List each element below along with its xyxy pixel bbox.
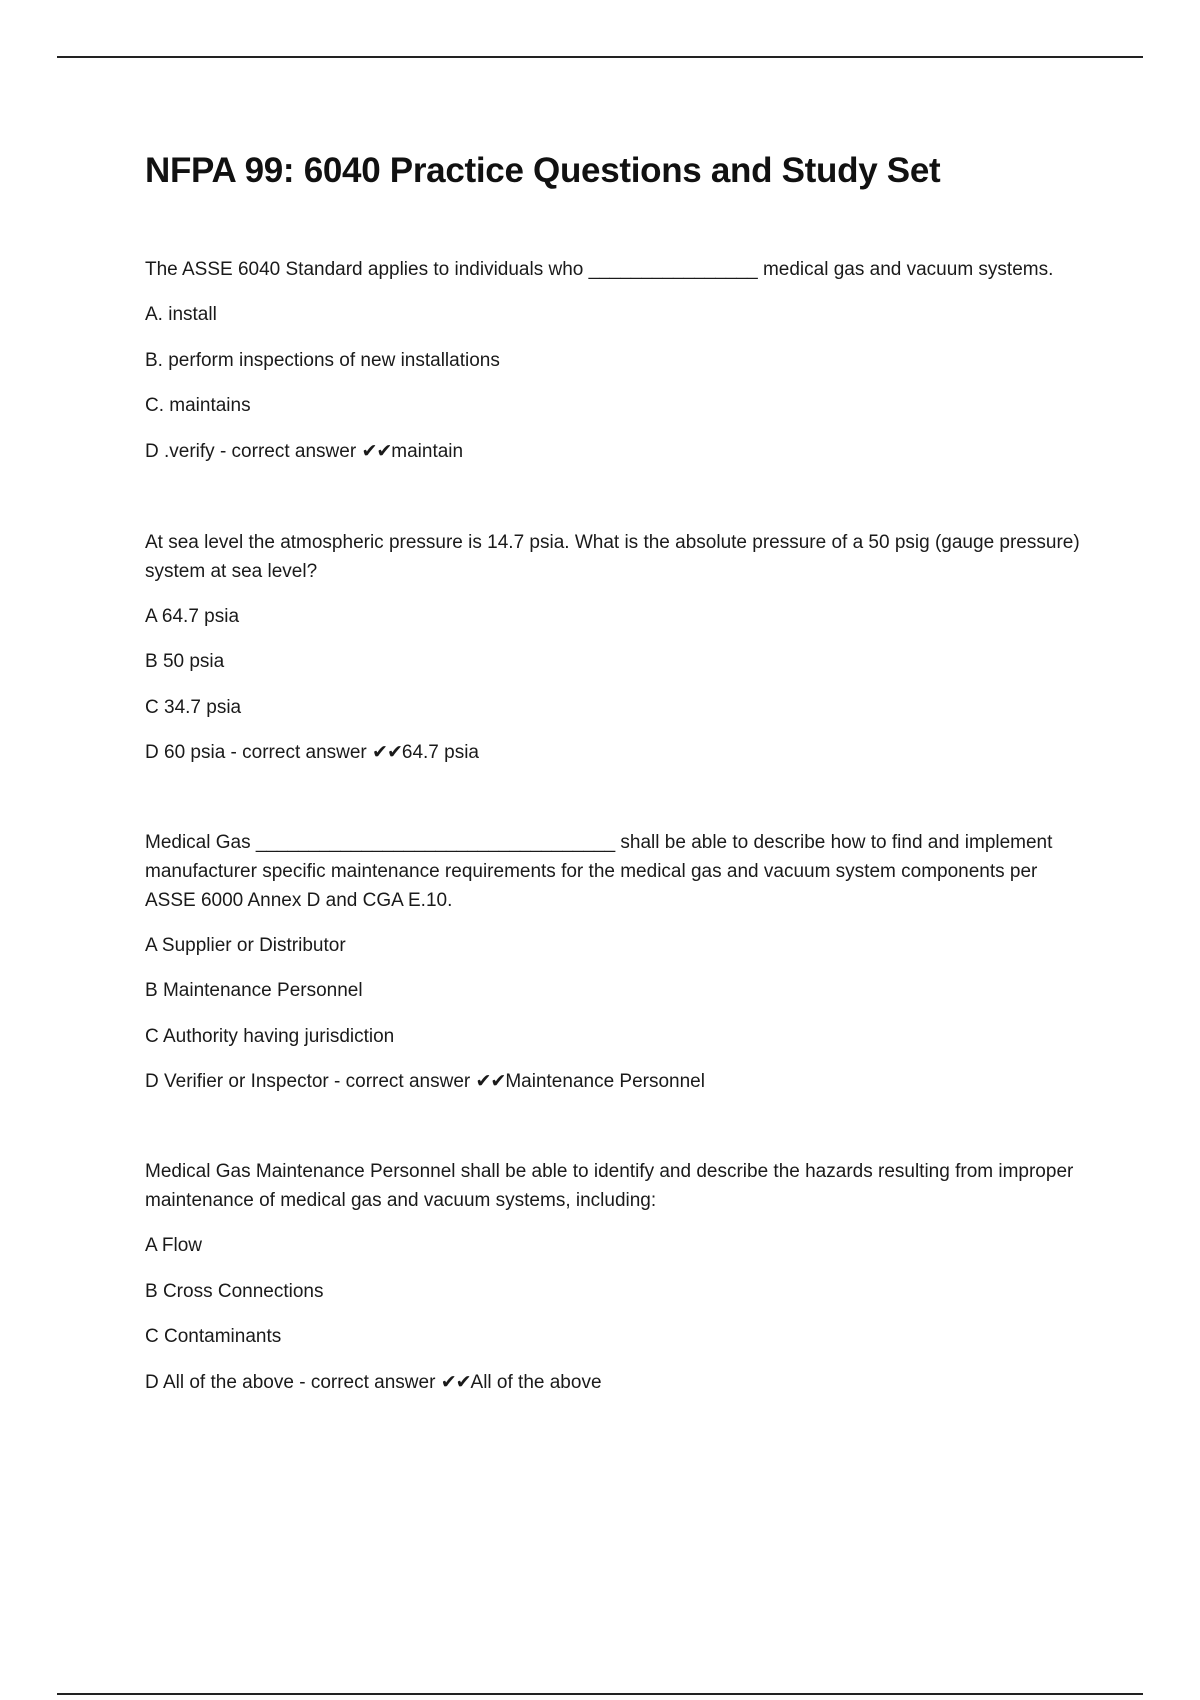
correct-answer-text: Maintenance Personnel — [505, 1071, 705, 1092]
answer-options — [145, 602, 1085, 767]
answer-option: B. perform inspections of new installations — [145, 350, 500, 371]
answer-option: B Maintenance Personnel — [145, 980, 363, 1001]
correct-answer-text: maintain — [391, 441, 464, 462]
bottom-divider — [57, 1693, 1143, 1695]
answer-option-with-correct-answer — [145, 738, 1085, 767]
answer-options — [145, 931, 1085, 1096]
answer-option-text: D 60 psia - correct answer — [145, 742, 373, 763]
document-body — [145, 146, 1085, 1397]
question-block — [145, 528, 1085, 767]
question-text: Medical Gas __________________________________ shall be able to describe how to find and implement manufacturer specific maintenance requirements for the medical gas and vacuum system components per ASSE 6000 Annex D and CGA E.10. — [145, 832, 1053, 911]
question-block — [145, 1157, 1085, 1397]
answer-option-with-correct-answer — [145, 1067, 1085, 1096]
answer-option-text: D .verify - correct answer — [145, 441, 362, 462]
answer-option: C Authority having jurisdiction — [145, 1026, 395, 1047]
answer-option-text: D All of the above - correct answer — [145, 1372, 441, 1393]
correct-answer-text: 64.7 psia — [401, 742, 479, 763]
answer-option: C. maintains — [145, 395, 251, 416]
check-mark-icon: ✔✔ — [372, 742, 402, 763]
top-divider — [57, 56, 1143, 58]
answer-option: B 50 psia — [145, 651, 225, 672]
question-text: The ASSE 6040 Standard applies to individuals who ________________ medical gas and vacuum systems. — [145, 259, 1054, 280]
answer-option: C 34.7 psia — [145, 697, 242, 718]
answer-option-text: D Verifier or Inspector - correct answer — [145, 1071, 476, 1092]
answer-option: A Flow — [145, 1235, 203, 1256]
answer-options — [145, 300, 1085, 466]
answer-option: A Supplier or Distributor — [145, 935, 346, 956]
answer-option: A 64.7 psia — [145, 606, 240, 627]
answer-option: C Contaminants — [145, 1326, 282, 1347]
check-mark-icon: ✔✔ — [475, 1071, 506, 1092]
answer-options — [145, 1231, 1085, 1397]
question-block — [145, 255, 1085, 466]
answer-option-with-correct-answer — [145, 437, 1085, 466]
check-mark-icon: ✔✔ — [440, 1372, 471, 1393]
question-text: Medical Gas Maintenance Personnel shall be able to identify and describe the hazards resulting from improper maintenance of medical gas and vacuum systems, including: — [145, 1161, 1074, 1211]
question-block — [145, 828, 1085, 1096]
check-mark-icon: ✔✔ — [361, 441, 392, 462]
answer-option: B Cross Connections — [145, 1281, 324, 1302]
answer-option: A. install — [145, 304, 217, 325]
page-title: NFPA 99: 6040 Practice Questions and Study Set — [145, 151, 941, 190]
correct-answer-text: All of the above — [470, 1372, 602, 1393]
answer-option-with-correct-answer — [145, 1368, 1085, 1397]
question-text: At sea level the atmospheric pressure is 14.7 psia. What is the absolute pressure of a 50 psig (gauge pressure) system at sea level? — [145, 532, 1080, 582]
